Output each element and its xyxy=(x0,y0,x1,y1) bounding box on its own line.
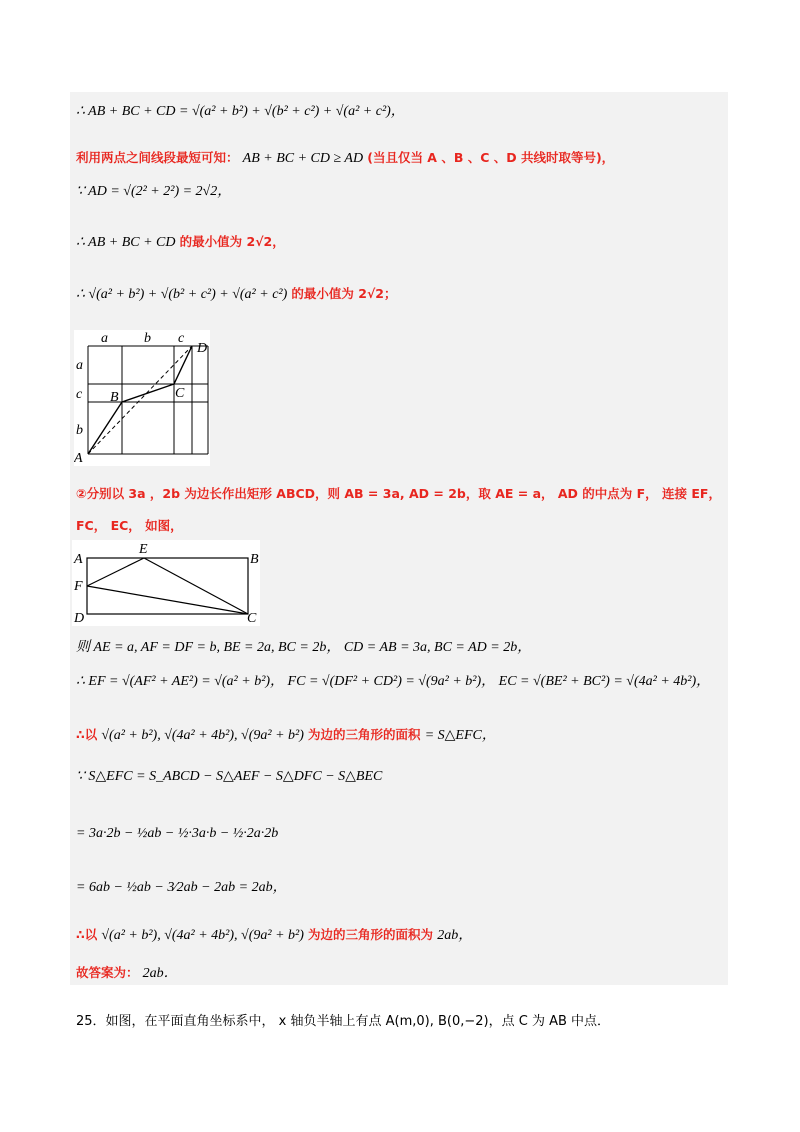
top-label-c: c xyxy=(178,331,185,346)
area-def-math: √(a² + b²), √(4a² + 4b²), √(9a² + b²) xyxy=(101,728,304,743)
top-label-b: b xyxy=(144,331,151,346)
area-def-text: 为边的三角形的面积 xyxy=(308,727,421,742)
line-area-calc1: = 3a·2b − ½ab − ½·3a·b − ½·2a·2b xyxy=(76,826,279,841)
line-lengths: 则 AE = a, AF = DF = b, BE = 2a, BC = 2b， CD = AB = 3a, BC = AD = 2b， xyxy=(76,640,532,655)
line-ad: ∵ AD = √(2² + 2²) = 2√2， xyxy=(76,184,232,199)
line-area-result xyxy=(76,924,472,944)
left-label-c: c xyxy=(76,387,83,402)
line-area-calc2: = 6ab − ½ab − 3⁄2ab − 2ab = 2ab， xyxy=(76,880,287,895)
area-def-prefix: ∴以 xyxy=(76,727,98,742)
area-result-prefix: ∴以 xyxy=(76,927,98,942)
rect-point-B: B xyxy=(250,552,259,567)
line-answer xyxy=(76,962,178,982)
min1-math: ∴ AB + BC + CD xyxy=(76,235,176,250)
rectangle-figure xyxy=(72,540,260,626)
line-connect: FC， EC， 如图， xyxy=(76,518,183,533)
point-B: B xyxy=(110,390,119,405)
shortest-cond: (当且仅当 A 、B 、C 、D 共线时取等号)， xyxy=(367,150,615,165)
shortest-text: 利用两点之间线段最短可知： xyxy=(76,150,239,165)
line-shortest xyxy=(76,148,614,167)
rect-point-C: C xyxy=(247,611,257,626)
point-C: C xyxy=(175,386,185,401)
top-label-a: a xyxy=(101,331,108,346)
line-area-def xyxy=(76,724,496,744)
answer-value: 2ab． xyxy=(142,966,178,981)
question-25: 25．如图，在平面直角坐标系中， x 轴负半轴上有点 A(m,0), B(0,−2)，点 C 为 AB 中点． xyxy=(76,1014,611,1029)
area-result-tail: 2ab， xyxy=(437,928,473,943)
point-D: D xyxy=(197,341,208,356)
left-label-b: b xyxy=(76,423,83,438)
line-construction: ②分别以 3a ，2b 为边长作出矩形 ABCD，则 AB = 3a, AD = 2b，取 AE = a， AD 的中点为 F， 连接 EF， xyxy=(76,486,721,501)
min2-text: 的最小值为 2√2； xyxy=(291,286,397,301)
line-sum: ∴ AB + BC + CD = √(a² + b²) + √(b² + c²) + √(a² + c²)， xyxy=(76,104,405,119)
min1-text: 的最小值为 2√2， xyxy=(179,234,285,249)
rect-point-A: A xyxy=(74,552,83,567)
area-result-math: √(a² + b²), √(4a² + 4b²), √(9a² + b²) xyxy=(101,928,304,943)
area-def-tail: = S△EFC， xyxy=(424,728,496,743)
rect-point-D: D xyxy=(74,611,85,626)
area-result-text: 为边的三角形的面积为 xyxy=(308,927,434,942)
left-label-a: a xyxy=(76,358,83,373)
point-A: A xyxy=(74,451,83,466)
rect-point-E: E xyxy=(139,542,148,557)
shortest-math: AB + BC + CD ≥ AD xyxy=(242,151,364,166)
line-min1 xyxy=(76,232,285,251)
line-min2 xyxy=(76,284,397,303)
line-area-split: ∵ S△EFC = S_ABCD − S△AEF − S△DFC − S△BEC xyxy=(76,769,383,784)
rect-point-F: F xyxy=(74,579,83,594)
grid-figure xyxy=(74,330,210,466)
answer-panel xyxy=(70,92,728,985)
min2-math: ∴ √(a² + b²) + √(b² + c²) + √(a² + c²) xyxy=(76,287,288,302)
answer-label: 故答案为： xyxy=(76,965,139,980)
line-sides: ∴ EF = √(AF² + AE²) = √(a² + b²)， FC = √(DF² + CD²) = √(9a² + b²)， EC = √(BE² + BC²) = √(4a² + 4b²)， xyxy=(76,674,711,689)
